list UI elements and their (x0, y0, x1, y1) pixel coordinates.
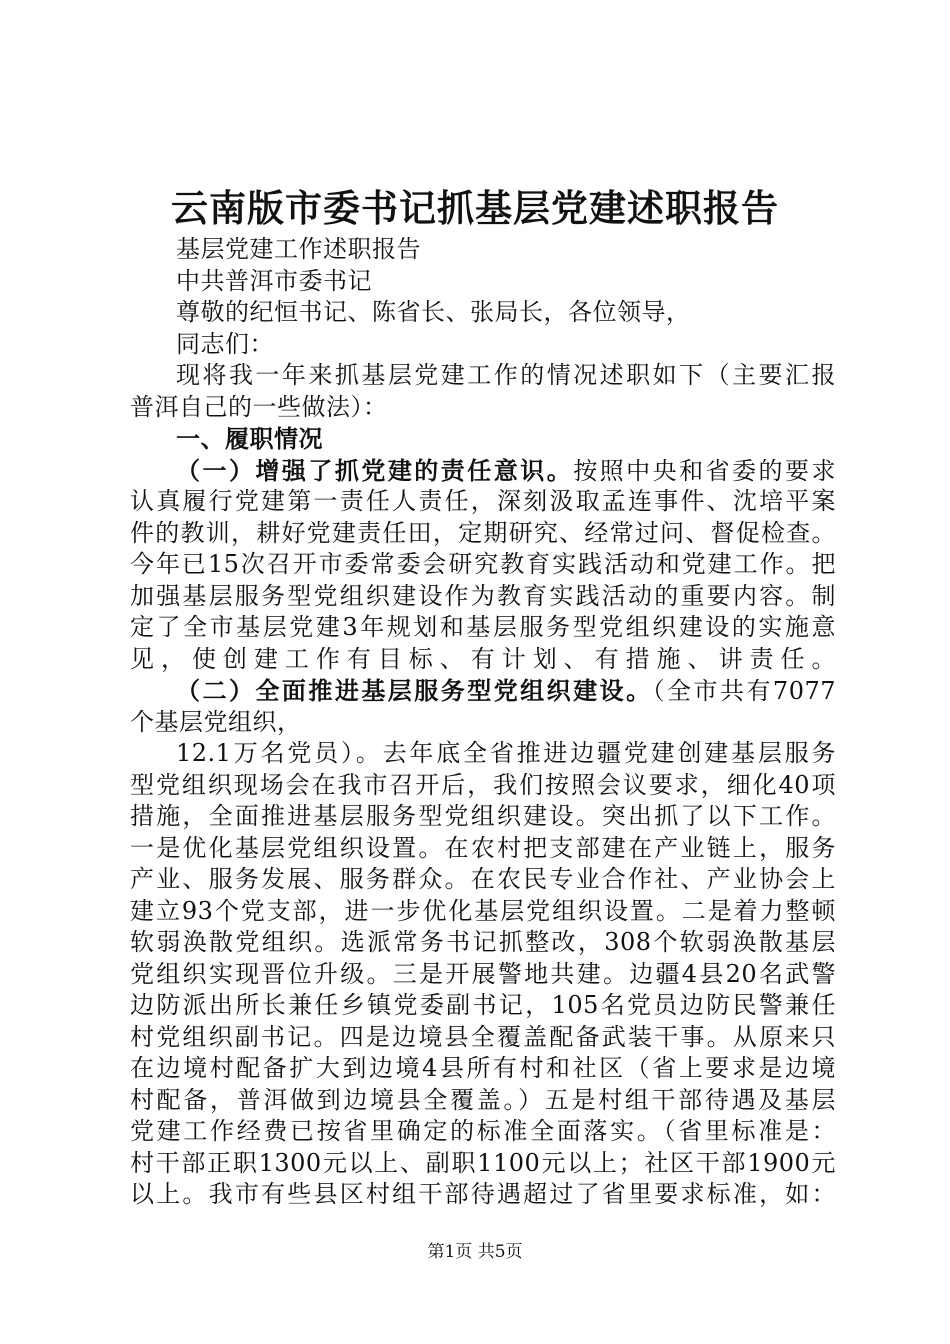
paragraph-lines (130, 770, 836, 1211)
paragraph-line: 在边境村配备扩大到边境4县所有村和社区（省上要求是边境 (130, 1054, 836, 1082)
document-title: 云南版市委书记抓基层党建述职报告 (171, 186, 779, 230)
paragraph-line: 型党组织现场会在我市召开后，我们按照会议要求，细化40项 (130, 770, 836, 799)
paragraph-line: 定了全市基层党建3年规划和基层服务型党组织建设的实施意 (130, 613, 836, 641)
page-number-footer: 第1页 共5页 (427, 1242, 523, 1262)
paragraph-lead: （一）增强了抓党建的责任意识。 (176, 455, 574, 485)
paragraph-line: 一是优化基层党组织设置。在农村把支部建在产业链上，服务 (130, 833, 836, 862)
paragraph-lines (130, 486, 836, 675)
paragraph-line: 件的教训，耕好党建责任田，定期研究、经常过问、督促检查。 (130, 518, 836, 547)
paragraph-line: 见，使创建工作有目标、有计划、有措施、讲责任。 (130, 644, 836, 673)
intro-line: 基层党建工作述职报告 (176, 235, 421, 263)
paragraph-line: 村干部正职1300元以上、副职1100元以上；社区干部1900元 (130, 1148, 836, 1177)
paragraph-line: 个基层党组织， (130, 707, 302, 736)
intro-line: 现将我一年来抓基层党建工作的情况述职如下（主要汇报 (176, 361, 836, 389)
paragraph-line: 软弱涣散党组织。选派常务书记抓整改，308个软弱涣散基层 (130, 928, 836, 956)
paragraph-line: 认真履行党建第一责任人责任，深刻汲取孟连事件、沈培平案 (130, 487, 836, 515)
intro-line: 中共普洱市委书记 (176, 266, 372, 295)
paragraph-line (130, 675, 836, 707)
intro-line: 普洱自己的一些做法）： (130, 392, 388, 421)
paragraph-line: 村党组织副书记。四是边境县全覆盖配备武装干事。从原来只 (130, 1022, 836, 1051)
paragraph-line: 党建工作经费已按省里确定的标准全面落实。（省里标准是： (130, 1117, 836, 1145)
paragraph-line: 以上。我市有些县区村组干部待遇超过了省里要求标准，如： (130, 1180, 836, 1208)
intro-line: 同志们： (176, 329, 274, 358)
paragraph-line: 党组织实现晋位升级。三是开展警地共建。边疆4县20名武警 (130, 959, 836, 988)
paragraph-line: 今年已15次召开市委常委会研究教育实践活动和党建工作。把 (130, 550, 836, 578)
paragraph-line: 措施，全面推进基层服务型党组织建设。突出抓了以下工作。 (130, 802, 836, 830)
paragraph-line: 村配备，普洱做到边境县全覆盖。）五是村组干部待遇及基层 (130, 1085, 836, 1114)
paragraph-line: 加强基层服务型党组织建设作为教育实践活动的重要内容。制 (130, 581, 836, 610)
document-body (130, 234, 836, 1211)
paragraph-line: 建立93个党支部，进一步优化基层党组织设置。二是着力整顿 (130, 896, 836, 925)
paragraph-line: 12.1万名党员）。去年底全省推进边疆党建创建基层服务 (176, 739, 836, 767)
paragraph-line: 边防派出所长兼任乡镇党委副书记，105名党员边防民警兼任 (130, 991, 836, 1019)
paragraph-text: 按照中央和省委的要求 (573, 456, 836, 485)
section-heading: 一、履职情况 (176, 424, 323, 453)
paragraph-line: 产业、服务发展、服务群众。在农民专业合作社、产业协会上 (130, 865, 836, 893)
paragraph-text: （全市共有7077 (652, 677, 836, 705)
intro-line: 尊敬的纪恒书记、陈省长、张局长，各位领导， (176, 298, 691, 326)
paragraph-line (130, 455, 836, 487)
paragraph-lead: （二）全面推进基层服务型党组织建设。 (176, 676, 653, 705)
